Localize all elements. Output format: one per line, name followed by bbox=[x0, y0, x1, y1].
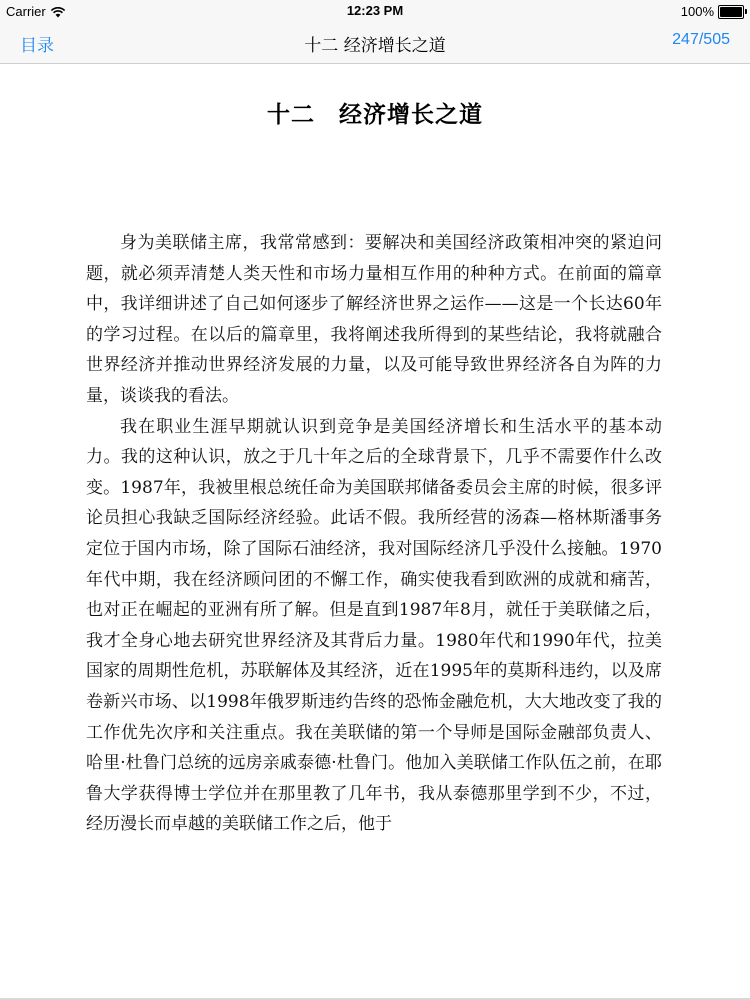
clock: 12:23 PM bbox=[346, 3, 404, 18]
chapter-body bbox=[86, 228, 662, 840]
navigation-bar bbox=[0, 22, 750, 64]
battery-fill bbox=[720, 7, 742, 17]
paragraph: 我在职业生涯早期就认识到竞争是美国经济增长和生活水平的基本动力。我的这种认识，放之于几十年之后的全球背景下，几乎不需要作什么改变。1987年，我被里根总统任命为美国联邦储备委员会主席的时候，很多评论员担心我缺乏国际经济经验。此话不假。我所经营的汤森—格林斯潘事务定位于国内市场，除了国际石油经济，我对国际经济几乎没什么接触。1970年代中期，我在经济顾问团的不懈工作，确实使我看到欧洲的成就和痛苦，也对正在崛起的亚洲有所了解。但是直到1987年8月，就任于美联储之后，我才全身心地去研究世界经济及其背后力量。1980年代和1990年代，拉美国家的周期性危机，苏联解体及其经济，近在1995年的莫斯科违约，以及席卷新兴市场、以1998年俄罗斯违约告终的恐怖金融危机，大大地改变了我的工作优先次序和关注重点。我在美联储的第一个导师是国际金融部负责人、哈里·杜鲁门总统的远房亲戚泰德·杜鲁门。他加入美联储工作队伍之前，在耶鲁大学获得博士学位并在那里教了几年书，我从泰德那里学到不少，不过，经历漫长而卓越的美联储工作之后，他于 bbox=[86, 416, 662, 835]
battery-icon bbox=[718, 5, 744, 19]
page-indicator[interactable]: 247/505 bbox=[672, 31, 730, 48]
status-bar bbox=[0, 0, 750, 22]
nav-title: 十二 经济增长之道 bbox=[304, 36, 446, 56]
carrier-label: Carrier bbox=[6, 4, 46, 19]
paragraph: 身为美联储主席，我常常感到：要解决和美国经济政策相冲突的紧迫问题，就必须弄清楚人类天性和市场力量相互作用的种种方式。在前面的篇章中，我详细讲述了自己如何逐步了解经济世界之运作——这是一个长达60年的学习过程。在以后的篇章里，我将阐述我所得到的某些结论，我将就融合世界经济并推动世界经济发展的力量，以及可能导致世界经济各自为阵的力量，谈谈我的看法。 bbox=[86, 233, 662, 406]
reader-page[interactable] bbox=[0, 64, 750, 998]
chapter-title: 十二 经济增长之道 bbox=[267, 101, 483, 128]
battery-indicator bbox=[681, 4, 744, 19]
battery-percent: 100% bbox=[680, 4, 714, 19]
toc-button[interactable]: 目录 bbox=[20, 36, 54, 56]
